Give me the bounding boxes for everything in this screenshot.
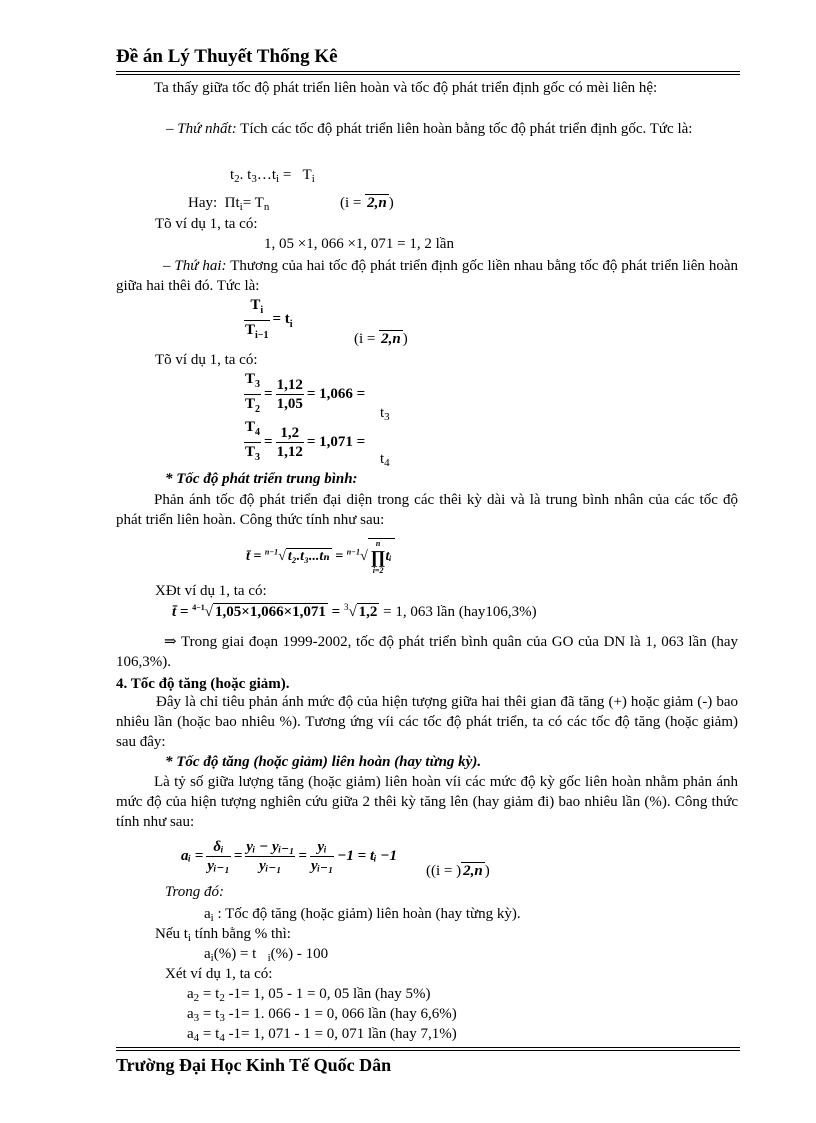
formula-quotient-condition: (i = 2,n ) [354, 331, 408, 347]
footer-rule-2 [116, 1050, 740, 1051]
result-a2: $a_2 = t_2$ -1= 1, 05 - 1 = 0, 05 lần (hay 5%) [187, 986, 431, 1004]
ai-definition: $a_i$ : Tốc độ tăng (hoặc giảm) liên hoàn (hay từng kỳ). [204, 906, 521, 924]
paragraph-second [116, 256, 738, 296]
label-second: – Thứ hai: [163, 258, 227, 274]
paragraph-conclusion: ⇒ Trong giai đoạn 1999-2002, tốc độ phát triển bình quân của GO của DN là 1, 063 lần (hay 106,3%). [116, 634, 738, 670]
formula-quotient: $\frac{T_i}{T_{i-1}}$ = $t_i$ [245, 297, 293, 341]
formula-average-example: t̄ = $^{4-1}$√ 1,05×1,066×1,071 = $^3$√ 1,2 = 1, 063 lần (hay106,3%) [172, 602, 537, 620]
formula-pi: Hay: $\Pi t_i= T_n$ [188, 195, 270, 213]
text-second: Thương của hai tốc độ phát triển định gốc liền nhau bằng tốc độ phát triển liên hoàn giữa hai thêi đó. Tức là: [116, 258, 739, 294]
result-a4: $a_4 = t_4$ -1= 1, 071 - 1 = 0, 071 lần (hay 7,1%) [187, 1026, 457, 1044]
example-1-calc: 1, 05 ×1, 066 ×1, 071 = 1, 2 lần [264, 236, 454, 252]
paragraph-growth-def: Đây là chỉ tiêu phản ánh mức độ của hiện tượng giữa hai thêi gian đã tăng (+) hoặc giảm (-) bao nhiêu lần (hoặc bao nhiêu %). Tương ứng víi các tốc độ phát triển, ta có các tốc độ tăng (hoặc giảm) sau đây: [116, 694, 738, 750]
section-4-heading: 4. Tốc độ tăng (hoặc giảm). [116, 676, 290, 692]
example-3-intro: XÐt ví dụ 1, ta có: [155, 583, 267, 599]
result-a3: $a_3 = t_3$ -1= 1. 066 - 1 = 0, 066 lần (hay 6,6%) [187, 1006, 457, 1024]
page-header-title: Đề án Lý Thuyết Thống Kê [116, 46, 338, 67]
heading-chain-growth: * Tốc độ tăng (hoặc giảm) liên hoàn (hay từng kỳ). [165, 754, 482, 770]
percent-condition: Nếu $t_i$ tính bằng % thì: [155, 926, 291, 944]
label-first: – Thứ nhất: [166, 121, 237, 137]
heading-average-growth: * Tốc độ phát triển trung bình: [165, 471, 358, 487]
header-rule-2 [116, 74, 740, 75]
percent-formula: $a_i(\%) = t$ $_i$(%) - 100 [204, 946, 329, 964]
page-footer-school: Trường Đại Học Kinh Tế Quốc Dân [116, 1055, 392, 1075]
text-first: Tích các tốc độ phát triển liên hoàn bằng tốc độ phát triển định gốc. Tức là: [236, 121, 693, 137]
footer-rule-1 [116, 1047, 740, 1048]
formula-t4: $\frac{T_4}{T_3}$ = $\frac{1,2}{1,12}$ = 1,071 = [245, 419, 366, 463]
formula-t3: $\frac{T_3}{T_2}$ = $\frac{1,12}{1,05}$ = 1,066 = [245, 371, 366, 415]
formula-chain-condition: ((i = ) 2,n ) [426, 863, 490, 879]
formula-average: t̄ = $^{n-1}$√ t₂.t₃...tₙ = $^{n-1}$√ n ∏ i=2 tᵢ [246, 538, 395, 575]
header-rule-1 [116, 71, 740, 72]
paragraph-average-def: Phản ánh tốc độ phát triển đại diện trong các thêi kỳ dài và là trung bình nhân của các tốc độ phát triển liên hoàn. Công thức tính như sau: [116, 492, 738, 528]
formula-product: $t_2$. $t_3\dots t_i$ = $T_i$ [230, 167, 315, 185]
example-2-intro: Tõ ví dụ 1, ta có: [155, 352, 258, 368]
formula-chain-growth: aᵢ = $\frac{\text{δᵢ}}{\text{yᵢ₋₁}}$ = $\frac{\text{yᵢ − yᵢ₋₁}}{\text{yᵢ₋₁}}$ = $\frac{\text{yᵢ}}{\text{yᵢ₋₁}}$ −1 = tᵢ −1 [181, 839, 398, 874]
paragraph-chain-def: Là tỷ số giữa lượng tăng (hoặc giảm) liên hoàn víi các mức độ kỳ gốc liên hoàn nhằm phản ánh mức độ của hiện tượng nghiên cứu giữa 2 thêi kỳ tăng lên (hay giảm đi) bao nhiêu lần (%). Công thức tính như sau: [116, 774, 738, 830]
example-4-intro: Xét ví dụ 1, ta có: [165, 966, 273, 982]
formula-t3-result: $t_3$ [380, 405, 390, 423]
where-label: Trong đó: [165, 884, 225, 900]
example-1-intro: Tõ ví dụ 1, ta có: [155, 216, 258, 232]
formula-pi-condition: (i = 2,n ) [340, 195, 394, 211]
formula-t4-result: $t_4$ [380, 451, 390, 469]
paragraph-relation: Ta thấy giữa tốc độ phát triển liên hoàn và tốc độ phát triển định gốc có mèi liên hệ: [154, 80, 658, 96]
paragraph-first [116, 119, 738, 139]
